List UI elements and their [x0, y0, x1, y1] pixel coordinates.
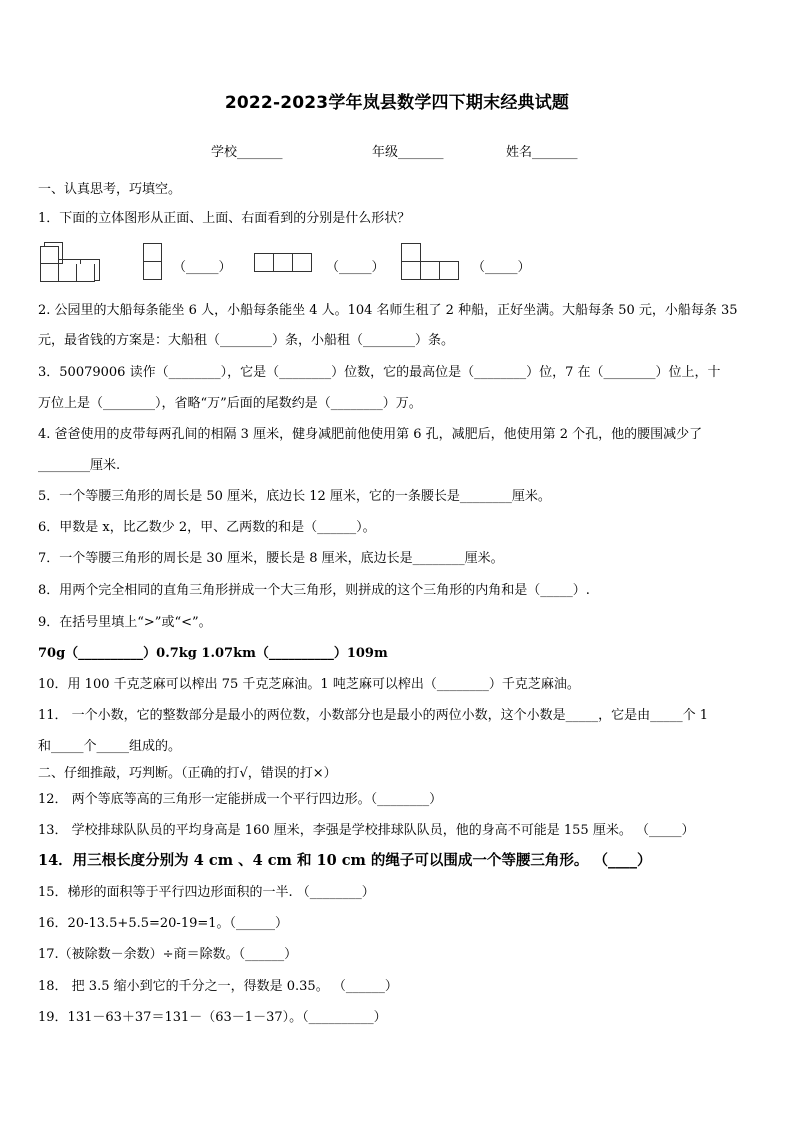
question-11-line-2: 和_____个_____组成的。	[38, 739, 182, 754]
question-16: 16．20-13.5+5.5=20-19=1。（______）	[38, 916, 289, 931]
question-4-line-1: 4. 爸爸使用的皮带每两孔间的相隔 3 厘米，健身减肥前他使用第 6 孔，减肥后，他使用第 2 个孔，他的腰围减少了	[38, 427, 703, 442]
question-13: 13． 学校排球队队员的平均身高是 160 厘米，李强是学校排球队队员，他的身高不可能是 155 厘米。 （_____）	[38, 823, 695, 838]
question-3-line-1: 3．50079006 读作（________），它是（________）位数，它的最高位是（________）位，7 在（________）位上，十	[38, 365, 721, 380]
question-17: 17.（被除数－余数）÷商＝除数。（______）	[38, 947, 298, 962]
question-1: 1．下面的立体图形从正面、上面、右面看到的分别是什么形状？	[38, 211, 411, 226]
grade-field: 年级_______	[372, 145, 444, 160]
view-shape-row	[254, 253, 312, 273]
question-10: 10．用 100 千克芝麻可以榨出 75 千克芝麻油。1 吨芝麻可以榨出（________）千克芝麻油。	[38, 677, 580, 692]
question-19: 19．131－63＋37＝131－（63－1－37）。（__________）	[38, 1010, 387, 1025]
section-heading-1: 一、认真思考，巧填空。	[38, 182, 182, 197]
answer-blank-1[interactable]: （_____）	[173, 260, 232, 275]
answer-blank-2[interactable]: （_____）	[326, 260, 385, 275]
question-2-line-1: 2. 公园里的大船每条能坐 6 人，小船每条能坐 4 人。104 名师生租了 2 种船，正好坐满。大船每条 50 元，小船每条 35	[38, 303, 738, 318]
view-shape-l	[401, 243, 459, 281]
page-title: 2022-2023学年岚县数学四下期末经典试题	[224, 93, 570, 113]
question-15: 15．梯形的面积等于平行四边形面积的一半. （________）	[38, 885, 375, 900]
question-8: 8．用两个完全相同的直角三角形拼成一个大三角形，则拼成的这个三角形的内角和是（_____）.	[38, 583, 590, 598]
answer-blank-3[interactable]: （_____）	[472, 260, 531, 275]
question-5: 5．一个等腰三角形的周长是 50 厘米，底边长 12 厘米，它的一条腰长是________厘米。	[38, 489, 551, 504]
question-11-line-1: 11． 一个小数，它的整数部分是最小的两位数，小数部分也是最小的两位小数，这个小数是_____，它是由_____个 1	[38, 708, 709, 723]
section-heading-2: 二、仔细推敲，巧判断。（正确的打√，错误的打×）	[38, 766, 337, 781]
question-6: 6．甲数是 x，比乙数少 2，甲、乙两数的和是（______）。	[38, 520, 376, 535]
question-4-line-2: ________厘米.	[38, 458, 121, 473]
question-9-items: 70g（__________）0.7kg 1.07km（__________）109m	[38, 646, 388, 661]
question-9: 9．在括号里填上“>”或“<”。	[38, 615, 212, 630]
name-field: 姓名_______	[506, 145, 578, 160]
question-3-line-2: 万位上是（________），省略“万”后面的尾数约是（________）万。	[38, 396, 422, 411]
question-2-line-2: 元，最省钱的方案是：大船租（________）条，小船租（________）条。	[38, 333, 455, 348]
school-field: 学校_______	[211, 145, 283, 160]
question-12: 12． 两个等底等高的三角形一定能拼成一个平行四边形。（________）	[38, 792, 443, 807]
question-7: 7．一个等腰三角形的周长是 30 厘米，腰长是 8 厘米，底边长是________厘米。	[38, 551, 504, 566]
view-shape-vertical	[143, 243, 162, 281]
question-14: 14．用三根长度分别为 4 cm 、4 cm 和 10 cm 的绳子可以围成一个等腰三角形。 （____）	[38, 852, 652, 869]
question-18: 18． 把 3.5 缩小到它的千分之一，得数是 0.35。 （______）	[38, 979, 398, 994]
solid-cubes-figure	[40, 242, 100, 284]
